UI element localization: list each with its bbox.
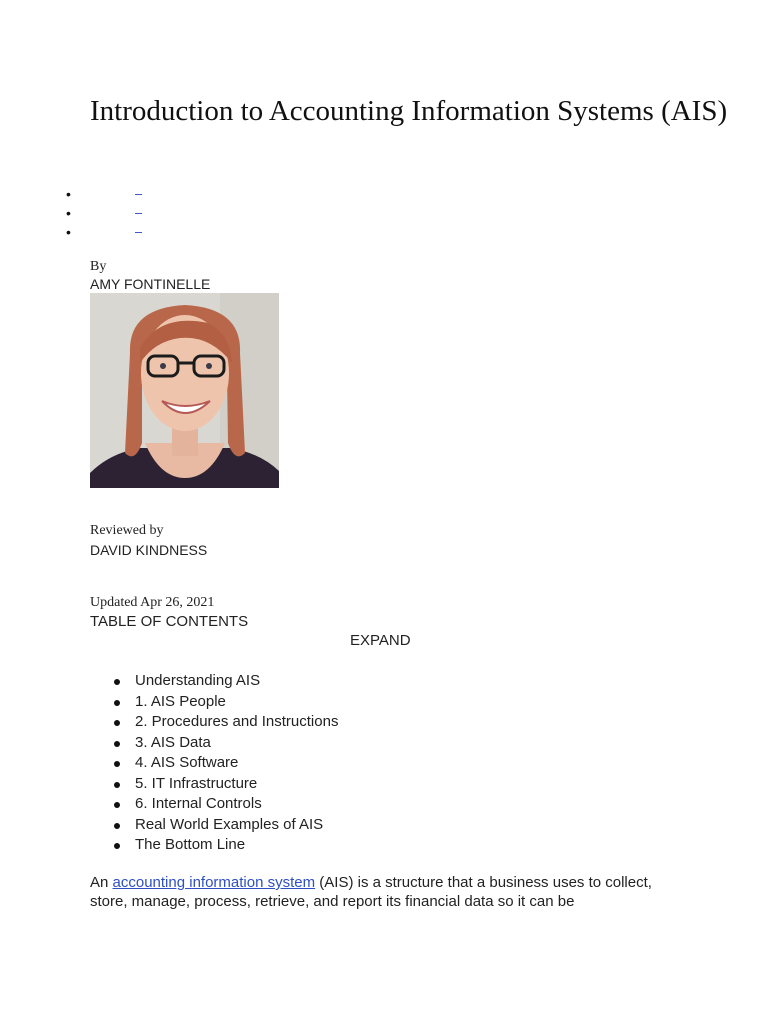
share-link-icon[interactable] [135, 194, 142, 195]
toc-item-label[interactable]: Real World Examples of AIS [135, 815, 324, 833]
toc-item[interactable] [112, 753, 338, 774]
toc-item[interactable] [112, 671, 338, 692]
bullet-icon [114, 823, 120, 829]
toc-item[interactable] [112, 835, 338, 856]
toc-heading: TABLE OF CONTENTS [90, 613, 249, 630]
toc-item[interactable] [112, 794, 338, 815]
updated-date: Updated Apr 26, 2021 [90, 595, 215, 610]
toc-item[interactable] [112, 712, 338, 733]
toc-item[interactable] [112, 815, 338, 836]
toc-item-label[interactable]: 1. AIS People [135, 692, 226, 710]
toc-list [112, 671, 338, 856]
toc-item[interactable] [112, 733, 338, 754]
toc-item-label[interactable]: 5. IT Infrastructure [135, 774, 258, 792]
ais-definition-link[interactable]: accounting information system [112, 874, 316, 891]
toc-item-label[interactable]: The Bottom Line [135, 836, 246, 853]
byline-label: By [90, 259, 107, 274]
intro-paragraph [90, 873, 690, 911]
bullet-icon: • [66, 205, 71, 221]
toc-item[interactable] [112, 774, 338, 795]
bullet-icon [114, 720, 120, 726]
bullet-icon [114, 700, 120, 706]
bullet-icon [114, 741, 120, 747]
bullet-icon [114, 679, 120, 685]
bullet-icon [114, 843, 120, 849]
reviewed-by-label: Reviewed by [90, 523, 164, 538]
toc-item[interactable] [112, 692, 338, 713]
bullet-icon [114, 802, 120, 808]
reviewer-name[interactable]: DAVID KINDNESS [90, 542, 208, 558]
share-item-2[interactable] [0, 204, 300, 222]
share-link-icon[interactable] [135, 213, 142, 214]
toc-item-label[interactable]: Understanding AIS [135, 672, 261, 689]
share-item-1[interactable] [0, 185, 300, 203]
bullet-icon [114, 782, 120, 788]
bullet-icon: • [66, 186, 71, 202]
intro-text-rest: (AIS) is a structure that a business uses to collect, store, manage, process, retrieve, and report its financial data so it can be [90, 874, 652, 910]
toc-item-label[interactable]: 6. Internal Controls [135, 795, 262, 812]
bullet-icon: • [66, 224, 71, 240]
article-title: Introduction to Accounting Information Systems (AIS) [90, 95, 728, 127]
author-name[interactable]: AMY FONTINELLE [90, 276, 211, 292]
share-item-3[interactable] [0, 223, 300, 241]
share-link-icon[interactable] [135, 232, 142, 233]
toc-item-label[interactable]: 3. AIS Data [135, 733, 211, 751]
toc-expand-button[interactable]: EXPAND [350, 632, 411, 649]
toc-item-label[interactable]: 2. Procedures and Instructions [135, 713, 339, 730]
bullet-icon [114, 761, 120, 767]
intro-text-start: An [90, 874, 113, 891]
toc-item-label[interactable]: 4. AIS Software [135, 754, 239, 771]
author-avatar [90, 293, 279, 488]
